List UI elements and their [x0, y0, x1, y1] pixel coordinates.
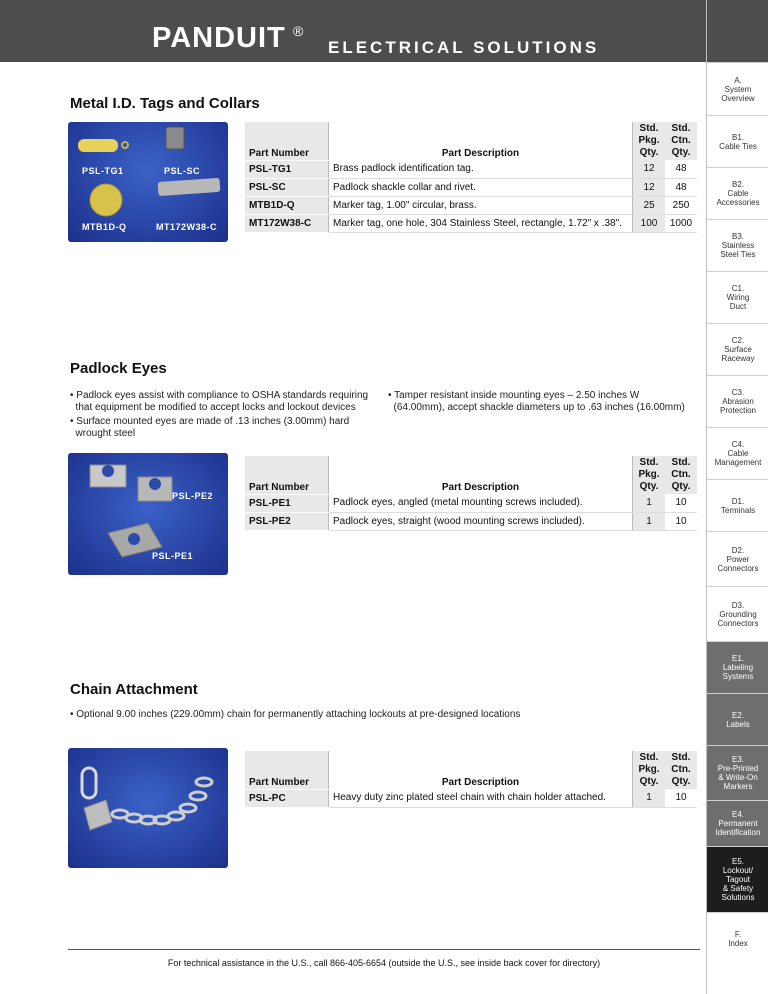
bullet-chain: • Optional 9.00 inches (229.00mm) chain for permanently attaching lockouts at pre-designed locations — [70, 709, 521, 720]
ctn-qty: 250 — [665, 196, 697, 214]
pkg-qty: 25 — [633, 196, 666, 214]
photo-label-psl-sc: PSL-SC — [164, 166, 201, 176]
table-row — [245, 196, 697, 214]
registered-mark: ® — [293, 23, 304, 39]
photo-label-psl-tg1: PSL-TG1 — [82, 166, 124, 176]
sidebar-tab-grounding-connectors[interactable]: D3. Grounding Connectors — [707, 586, 768, 641]
photo-label-mt172w38-c: MT172W38-C — [156, 222, 218, 232]
pkg-qty: 12 — [633, 178, 666, 196]
part-number: PSL-PC — [245, 789, 329, 807]
page-header — [0, 0, 706, 62]
pkg-qty: 1 — [633, 512, 666, 530]
col-header-part-number: Part Number — [245, 456, 329, 494]
chain-holder — [84, 800, 112, 830]
part-number: PSL-TG1 — [245, 160, 329, 178]
col-header-pkg-qty: Std. Pkg. Qty. — [633, 122, 666, 160]
sidebar-tab-labels[interactable]: E2. Labels — [707, 693, 768, 745]
ctn-qty: 48 — [665, 178, 697, 196]
sidebar-tab-surface-raceway[interactable]: C2. Surface Raceway — [707, 323, 768, 375]
sidebar-tab-cable-management[interactable]: C4. Cable Management — [707, 427, 768, 479]
brand-logo: PANDUIT — [152, 22, 286, 54]
pkg-qty: 12 — [633, 160, 666, 178]
padlock-eye-hole — [102, 465, 114, 477]
pkg-qty: 1 — [633, 789, 666, 807]
ctn-qty: 48 — [665, 160, 697, 178]
photo-chain — [68, 748, 228, 868]
pkg-qty: 1 — [633, 494, 666, 512]
part-description: Padlock eyes, angled (metal mounting screws included). — [329, 494, 633, 512]
col-header-ctn-qty: Std. Ctn. Qty. — [665, 456, 697, 494]
sidebar-tab-terminals[interactable]: D1. Terminals — [707, 479, 768, 531]
bullet-tamper-resistant: • Tamper resistant inside mounting eyes – 2.50 inches W (64.00mm), accept shackle diameters up to .63 inches (16.00mm) — [388, 390, 685, 413]
sidebar-tab-system-overview[interactable]: A. System Overview — [707, 62, 768, 115]
ctn-qty: 1000 — [665, 214, 697, 232]
sidebar-tab-cable-ties[interactable]: B1. Cable Ties — [707, 115, 768, 167]
footer-text: For technical assistance in the U.S., call 866-405-6654 (outside the U.S., see inside back cover for directory) — [167, 958, 601, 968]
circular-tag-shape — [90, 184, 122, 216]
sidebar-tab-cable-accessories[interactable]: B2. Cable Accessories — [707, 167, 768, 219]
table-header-row — [245, 751, 697, 789]
part-description: Padlock eyes, straight (wood mounting screws included). — [329, 512, 633, 530]
col-header-ctn-qty: Std. Ctn. Qty. — [665, 751, 697, 789]
table-row — [245, 160, 697, 178]
pkg-qty: 100 — [633, 214, 666, 232]
photo-label-mtb1d-q: MTB1D-Q — [82, 222, 127, 232]
chain-links — [112, 778, 212, 824]
section-title-chain-attachment: Chain Attachment — [70, 681, 198, 698]
section-index-sidebar — [706, 0, 768, 994]
sidebar-tab-labeling-systems[interactable]: E1. Labeling Systems — [707, 641, 768, 693]
sidebar-tab-power-connectors[interactable]: D2. Power Connectors — [707, 531, 768, 586]
table-row — [245, 494, 697, 512]
col-header-description: Part Description — [329, 122, 633, 160]
part-description: Brass padlock identification tag. — [329, 160, 633, 178]
table-header-row — [245, 122, 697, 160]
section-title-metal-tags: Metal I.D. Tags and Collars — [70, 95, 260, 112]
section-title-padlock-eyes: Padlock Eyes — [70, 360, 167, 377]
part-number: PSL-SC — [245, 178, 329, 196]
angled-eye-hole — [128, 533, 140, 545]
header-title: ELECTRICAL SOLUTIONS — [328, 38, 600, 57]
sidebar-header-block — [707, 0, 768, 62]
col-header-description: Part Description — [329, 751, 633, 789]
sidebar-tab-markers[interactable]: E3. Pre-Printed & Write-On Markers — [707, 745, 768, 800]
part-description: Marker tag, 1.00" circular, brass. — [329, 196, 633, 214]
sidebar-tab-stainless-steel-ties[interactable]: B3. Stainless Steel Ties — [707, 219, 768, 271]
col-header-description: Part Description — [329, 456, 633, 494]
ctn-qty: 10 — [665, 789, 697, 807]
col-header-ctn-qty: Std. Ctn. Qty. — [665, 122, 697, 160]
ctn-qty: 10 — [665, 494, 697, 512]
sidebar-tab-lockout-tagout[interactable]: E5. Lockout/ Tagout & Safety Solutions — [707, 846, 768, 912]
part-number: MT172W38-C — [245, 214, 329, 232]
stainless-tag-shape — [158, 178, 221, 196]
ctn-qty: 10 — [665, 512, 697, 530]
table-row — [245, 178, 697, 196]
table-row — [245, 789, 697, 807]
col-header-part-number: Part Number — [245, 751, 329, 789]
padlock-eyes-illustration — [68, 453, 228, 575]
sidebar-tab-permanent-identification[interactable]: E4. Permanent Identification — [707, 800, 768, 846]
shackle-collar-shape — [166, 127, 184, 149]
part-number: PSL-PE1 — [245, 494, 329, 512]
part-description: Marker tag, one hole, 304 Stainless Steel, rectangle, 1.72" x .38". — [329, 214, 633, 232]
brass-tag-hole — [122, 142, 128, 148]
table-chain — [245, 751, 697, 808]
table-padlock-eyes — [245, 456, 697, 531]
table-header-row — [245, 456, 697, 494]
bullet-surface-mounted: • Surface mounted eyes are made of .13 inches (3.00mm) hard wrought steel — [70, 416, 350, 439]
padlock-eye-hole-2 — [149, 478, 161, 490]
photo-label-psl-pe1: PSL-PE1 — [152, 551, 194, 561]
chain-illustration — [68, 748, 228, 868]
sidebar-tab-wiring-duct[interactable]: C1. Wiring Duct — [707, 271, 768, 323]
part-number: MTB1D-Q — [245, 196, 329, 214]
photo-metal-tags — [68, 122, 228, 242]
table-row — [245, 512, 697, 530]
part-description: Padlock shackle collar and rivet. — [329, 178, 633, 196]
col-header-pkg-qty: Std. Pkg. Qty. — [633, 456, 666, 494]
photo-label-psl-pe2: PSL-PE2 — [172, 491, 214, 501]
col-header-part-number: Part Number — [245, 122, 329, 160]
page-footer — [68, 949, 700, 968]
sidebar-tab-index[interactable]: F. Index — [707, 912, 768, 964]
photo-padlock-eyes — [68, 453, 228, 575]
chain-snap-hook — [82, 768, 96, 798]
sidebar-tab-abrasion-protection[interactable]: C3. Abrasion Protection — [707, 375, 768, 427]
bullet-osha: • Padlock eyes assist with compliance to OSHA standards requiring that equipment be modified to accept locks and lockout devices — [70, 390, 369, 413]
table-row — [245, 214, 697, 232]
brass-tag-shape — [78, 139, 118, 152]
part-description: Heavy duty zinc plated steel chain with chain holder attached. — [329, 789, 633, 807]
part-number: PSL-PE2 — [245, 512, 329, 530]
col-header-pkg-qty: Std. Pkg. Qty. — [633, 751, 666, 789]
table-metal-tags — [245, 122, 697, 233]
